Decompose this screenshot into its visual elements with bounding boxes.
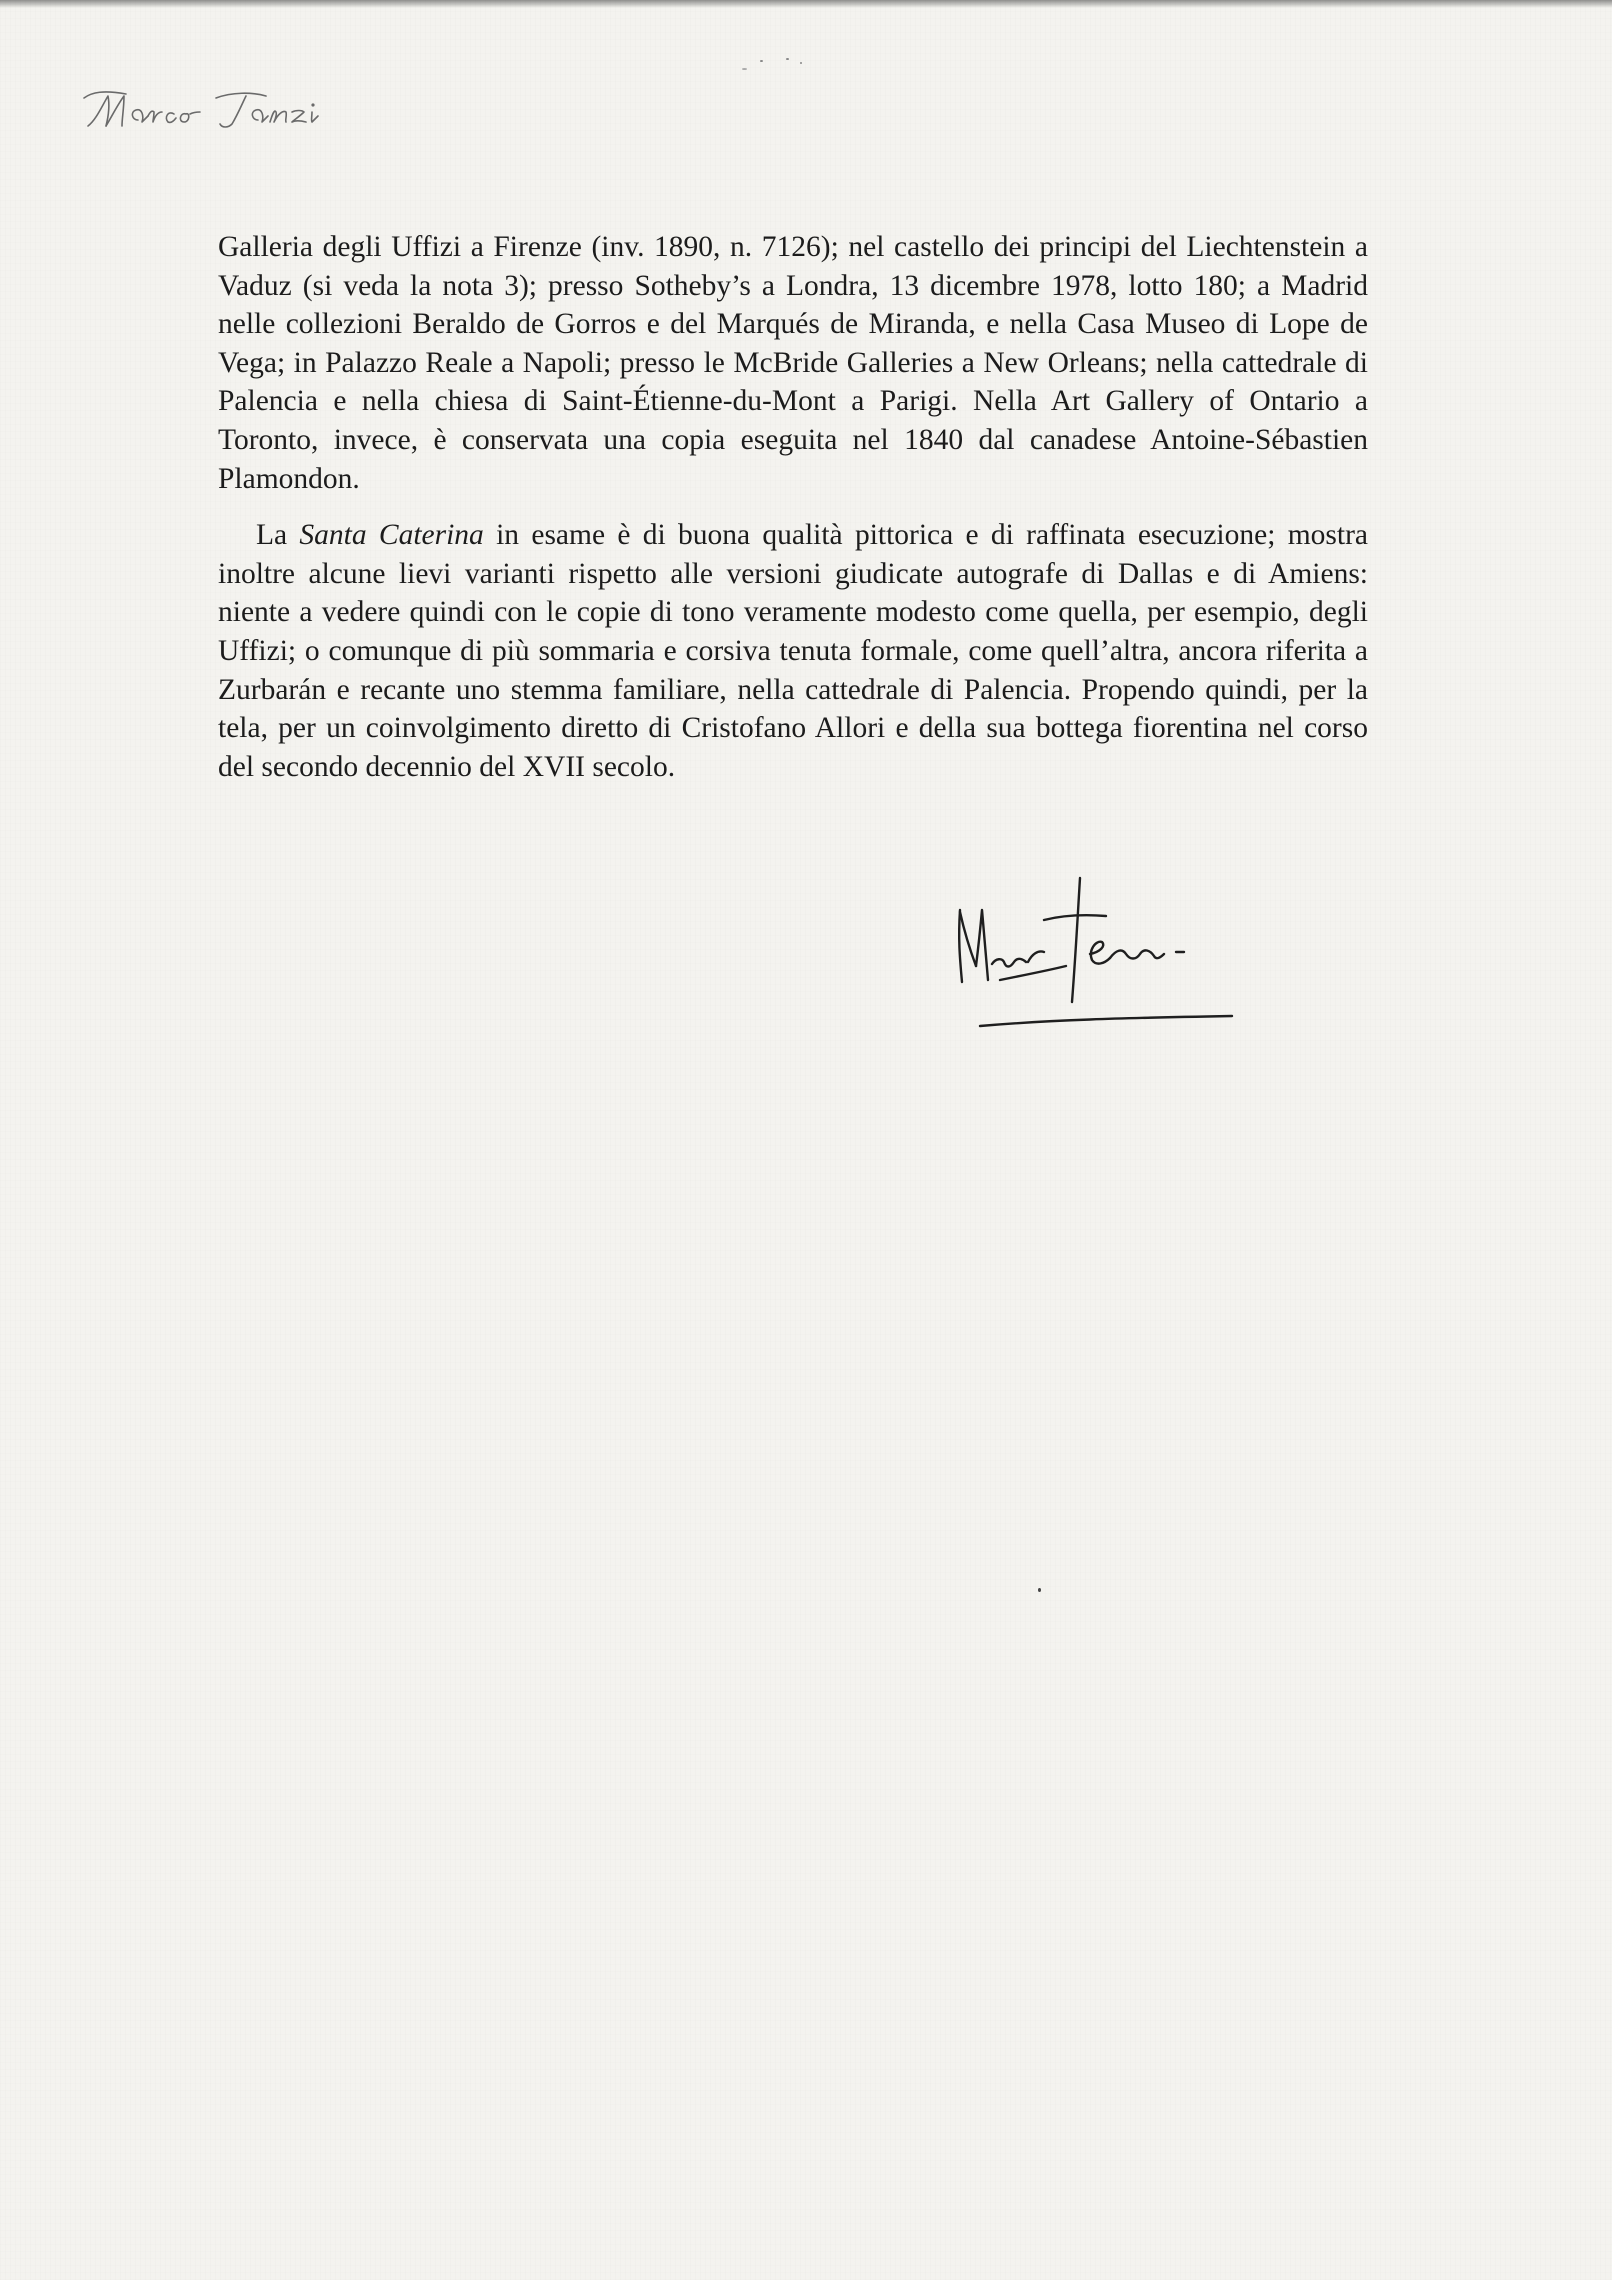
paper-speck — [786, 58, 789, 60]
paper-speck — [760, 60, 763, 62]
document-body — [218, 228, 1368, 786]
letterhead-logo — [82, 76, 342, 146]
paragraph-1: Galleria degli Uffizi a Firenze (inv. 1890, n. 7126); nel castello dei principi del Liechtenstein a Vaduz (si veda la nota 3); presso Sotheby’s a Londra, 13 dicembre 1978, lotto 180; a Madrid nelle collezioni Beraldo de Gorros e del Marqués de Miranda, e nella Casa Museo di Lope de Vega; in Palazzo Reale a Napoli; presso le McBride Galleries a New Orleans; nella cattedrale di Palencia e nella chiesa di Saint-Étienne-du-Mont a Parigi. Nella Art Gallery of Ontario a Toronto, invece, è conservata una copia eseguita nel 1840 dal canadese Antoine-Sébastien Plamondon. — [218, 231, 1368, 495]
paper-speck — [742, 68, 747, 70]
paper-speck — [800, 62, 802, 64]
paragraph-2-lead: La — [256, 519, 300, 552]
paper-speck — [1038, 1588, 1041, 1592]
artwork-title: Santa Caterina — [299, 519, 484, 552]
paragraph-2-text: in esame è di buona qualità pittorica e di raffinata esecuzione; mostra inoltre alcune lievi varianti rispetto alle versioni giudicate autografe di Dallas e di Amiens: niente a vedere quindi con le copie di tono veramente modesto come quella, per esempio, degli Uffizi; o comunque di più sommaria e corsiva tenuta formale, come quell’altra, ancora riferita a Zurbarán e recante uno stemma familiare, nella cattedrale di Palencia. Propendo quindi, per la tela, per un coinvolgimento diretto di Cristofano Allori e della sua bottega fiorentina nel corso del secondo decennio del XVII secolo. — [218, 519, 1368, 783]
scan-top-edge — [0, 0, 1612, 8]
handwritten-signature — [940, 870, 1270, 1040]
paragraph-2 — [218, 516, 1368, 786]
